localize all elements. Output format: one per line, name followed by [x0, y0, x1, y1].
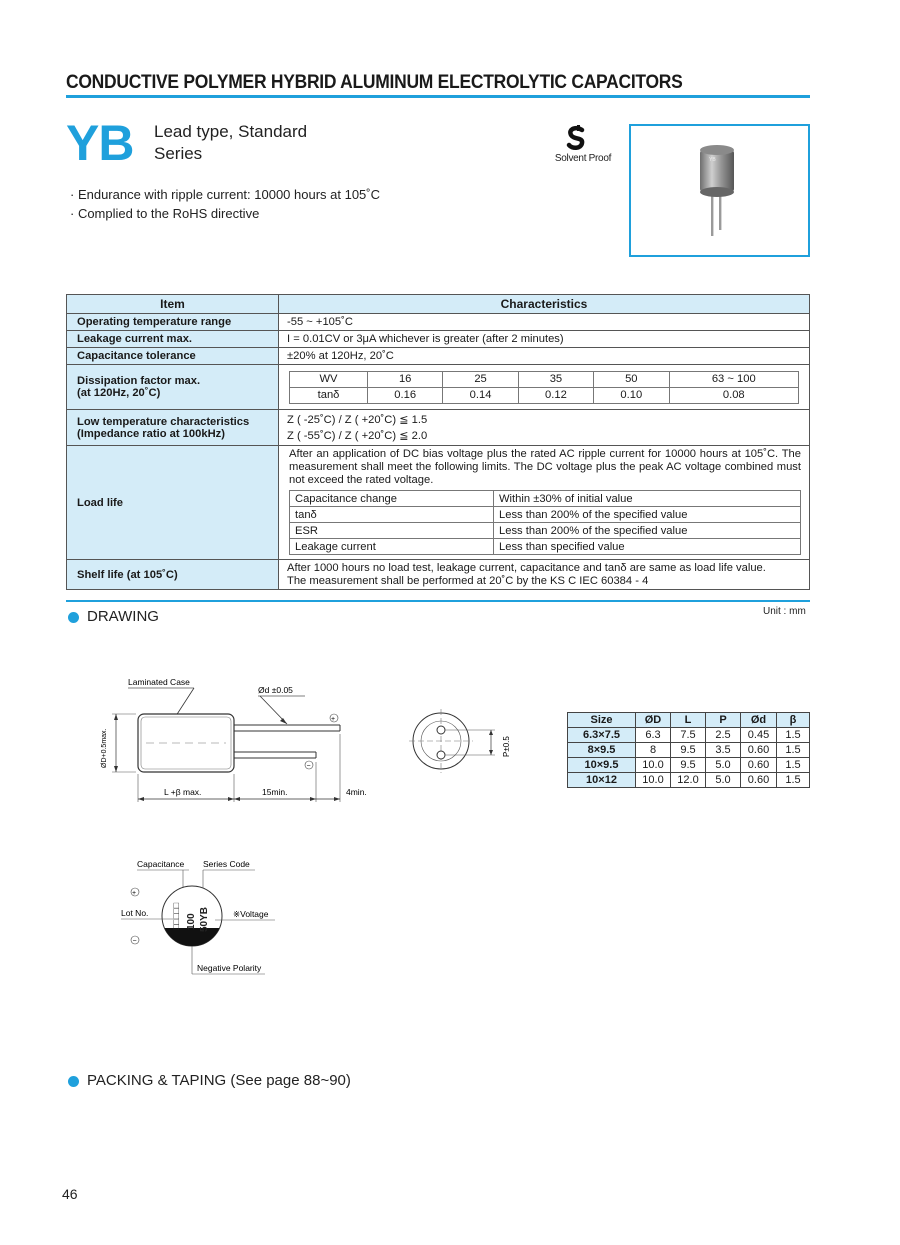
size-table: [567, 712, 810, 788]
value-leakage: I = 0.01CV or 3μA whichever is greater (after 2 minutes): [279, 331, 810, 348]
table-cell: 0.60: [741, 758, 777, 773]
solvent-proof-label: Solvent Proof: [554, 153, 612, 164]
minus-mark: −: [306, 763, 311, 770]
minus-mark: −: [132, 938, 137, 945]
col-item-header: Item: [67, 295, 279, 314]
capacitor-image: [631, 126, 808, 255]
table-cell: 1.5: [777, 743, 810, 758]
value-op-temp: -55 ~ +105˚C: [279, 314, 810, 331]
svg-text:YB: YB: [709, 157, 716, 163]
item-leakage: Leakage current max.: [67, 331, 279, 348]
tan-cell: 0.12: [518, 387, 593, 403]
value-low-temp: [279, 410, 810, 446]
page-title: CONDUCTIVE POLYMER HYBRID ALUMINUM ELECTROLYTIC CAPACITORS: [66, 72, 683, 93]
series-line-2: Series: [154, 144, 203, 163]
lot-code-text: □□□□□: [171, 902, 181, 930]
lead-length-label: 15min.: [262, 787, 288, 797]
feature-list: [70, 185, 380, 223]
shelf-life-line1: After 1000 hours no load test, leakage current, capacitance and tanδ are same as load life value.: [287, 561, 766, 574]
item-dissipation-line2: (at 120Hz, 20˚C): [77, 387, 161, 399]
table-cell: 6.3: [636, 728, 671, 743]
item-dissipation: [67, 365, 279, 410]
characteristics-table: [66, 294, 810, 590]
beta-header: β: [777, 713, 810, 728]
col-characteristics-header: Characteristics: [279, 295, 810, 314]
limit-value: Less than 200% of the specified value: [494, 523, 801, 539]
bullet-icon: [68, 612, 79, 623]
item-dissipation-line1: Dissipation factor max.: [77, 375, 201, 387]
table-cell: 10.0: [636, 758, 671, 773]
value-shelf-life: [279, 560, 810, 590]
series-code: YB: [66, 115, 134, 171]
table-cell: 5.0: [706, 758, 741, 773]
capacitance-label: Capacitance: [137, 859, 185, 869]
length-header: L: [671, 713, 706, 728]
table-cell: 8: [636, 743, 671, 758]
shelf-life-line2: The measurement shall be performed at 20˚C by the KS C IEC 60384 - 4: [287, 574, 649, 587]
page-number: 46: [62, 1186, 78, 1202]
laminated-case-label: Laminated Case: [128, 677, 190, 687]
size-cell: 10×9.5: [568, 758, 636, 773]
tan-cell: 0.08: [669, 387, 799, 403]
dissipation-table: [289, 371, 799, 404]
item-low-temp: [67, 410, 279, 446]
pitch-label: P±0.5: [502, 736, 511, 757]
series-code-label: Series Code: [203, 859, 250, 869]
dimension-drawing-bottom: [405, 705, 520, 780]
limit-label: tanδ: [290, 507, 494, 523]
table-cell: 7.5: [671, 728, 706, 743]
packing-heading: PACKING & TAPING (See page 88~90): [87, 1072, 351, 1089]
table-row: [568, 743, 810, 758]
size-header: Size: [568, 713, 636, 728]
tan-cell: 0.14: [443, 387, 518, 403]
bullet-icon: [68, 1076, 79, 1087]
size-cell: 6.3×7.5: [568, 728, 636, 743]
lot-no-label: Lot No.: [121, 908, 149, 918]
wv-cell: 63 ~ 100: [669, 371, 799, 387]
load-life-text: After an application of DC bias voltage plus the rated AC ripple current for 10000 hours at 105˚C. The measurement shall meet the following limits. The DC voltage plus the peak AC voltage combined must not exceed the rated voltage.: [289, 448, 801, 486]
pitch-header: P: [706, 713, 741, 728]
table-cell: 5.0: [706, 773, 741, 788]
table-cell: 2.5: [706, 728, 741, 743]
item-low-temp-line2: (Impedance ratio at 100kHz): [77, 427, 225, 440]
limit-value: Less than 200% of the specified value: [494, 507, 801, 523]
limit-label: Capacitance change: [290, 491, 494, 507]
capacitance-value-text: 100: [186, 913, 197, 930]
low-temp-line1: Z ( -25˚C) / Z ( +20˚C) ≦ 1.5: [287, 413, 428, 426]
negative-polarity-label: Negative Polarity: [197, 963, 262, 973]
plus-mark: +: [132, 890, 137, 897]
limit-value: Within ±30% of initial value: [494, 491, 801, 507]
case-diameter-label: ØD+0.5max.: [101, 728, 108, 768]
table-cell: 1.5: [777, 758, 810, 773]
feature-rohs: · Complied to the RoHS directive: [70, 206, 260, 221]
lead-diameter-header: Ød: [741, 713, 777, 728]
item-low-temp-line1: Low temperature characteristics: [77, 415, 250, 428]
value-load-life: [279, 446, 810, 560]
feature-endurance: · Endurance with ripple current: 10000 hours at 105˚C: [70, 187, 381, 202]
table-cell: 1.5: [777, 728, 810, 743]
case-diameter-header: ØD: [636, 713, 671, 728]
wv-cell: 16: [368, 371, 443, 387]
item-cap-tol: Capacitance tolerance: [67, 348, 279, 365]
dimension-drawing-side: [90, 670, 380, 805]
table-cell: 9.5: [671, 758, 706, 773]
table-row: [568, 758, 810, 773]
wv-cell: 25: [443, 371, 518, 387]
tan-cell: 0.10: [594, 387, 669, 403]
series-marking-text: 50YB: [199, 906, 210, 932]
item-shelf-life: Shelf life (at 105˚C): [67, 560, 279, 590]
drawing-heading: DRAWING: [87, 608, 159, 625]
plus-mark: +: [331, 716, 336, 723]
table-cell: 0.60: [741, 743, 777, 758]
limit-value: Less than specified value: [494, 539, 801, 555]
series-line-1: Lead type, Standard: [154, 122, 308, 141]
table-cell: 10.0: [636, 773, 671, 788]
value-dissipation: [279, 365, 810, 410]
length-label: L +β max.: [164, 787, 202, 797]
lead-extra-label: 4min.: [346, 787, 367, 797]
item-load-life: Load life: [67, 446, 279, 560]
series-name: [154, 121, 354, 165]
limit-label: ESR: [290, 523, 494, 539]
table-row: [568, 728, 810, 743]
tan-cell: 0.16: [368, 387, 443, 403]
lead-diameter-label: Ød ±0.05: [258, 685, 293, 695]
wv-cell: 35: [518, 371, 593, 387]
table-cell: 1.5: [777, 773, 810, 788]
title-rule: [66, 95, 810, 98]
table-cell: 0.45: [741, 728, 777, 743]
item-op-temp: Operating temperature range: [67, 314, 279, 331]
value-cap-tol: ±20% at 120Hz, 20˚C: [279, 348, 810, 365]
table-cell: 3.5: [706, 743, 741, 758]
product-photo: [629, 124, 810, 257]
size-cell: 10×12: [568, 773, 636, 788]
unit-label: Unit : mm: [763, 606, 806, 617]
low-temp-line2: Z ( -55˚C) / Z ( +20˚C) ≦ 2.0: [287, 429, 428, 442]
marking-diagram: [115, 852, 295, 982]
table-cell: 12.0: [671, 773, 706, 788]
load-life-limits-table: [289, 490, 801, 555]
wv-header: WV: [290, 371, 368, 387]
wv-cell: 50: [594, 371, 669, 387]
voltage-label: ※Voltage: [233, 909, 269, 919]
tan-header: tanδ: [290, 387, 368, 403]
solvent-proof-icon: [562, 124, 590, 152]
size-cell: 8×9.5: [568, 743, 636, 758]
table-row: [568, 773, 810, 788]
section-rule: [66, 600, 810, 602]
limit-label: Leakage current: [290, 539, 494, 555]
table-cell: 9.5: [671, 743, 706, 758]
table-cell: 0.60: [741, 773, 777, 788]
